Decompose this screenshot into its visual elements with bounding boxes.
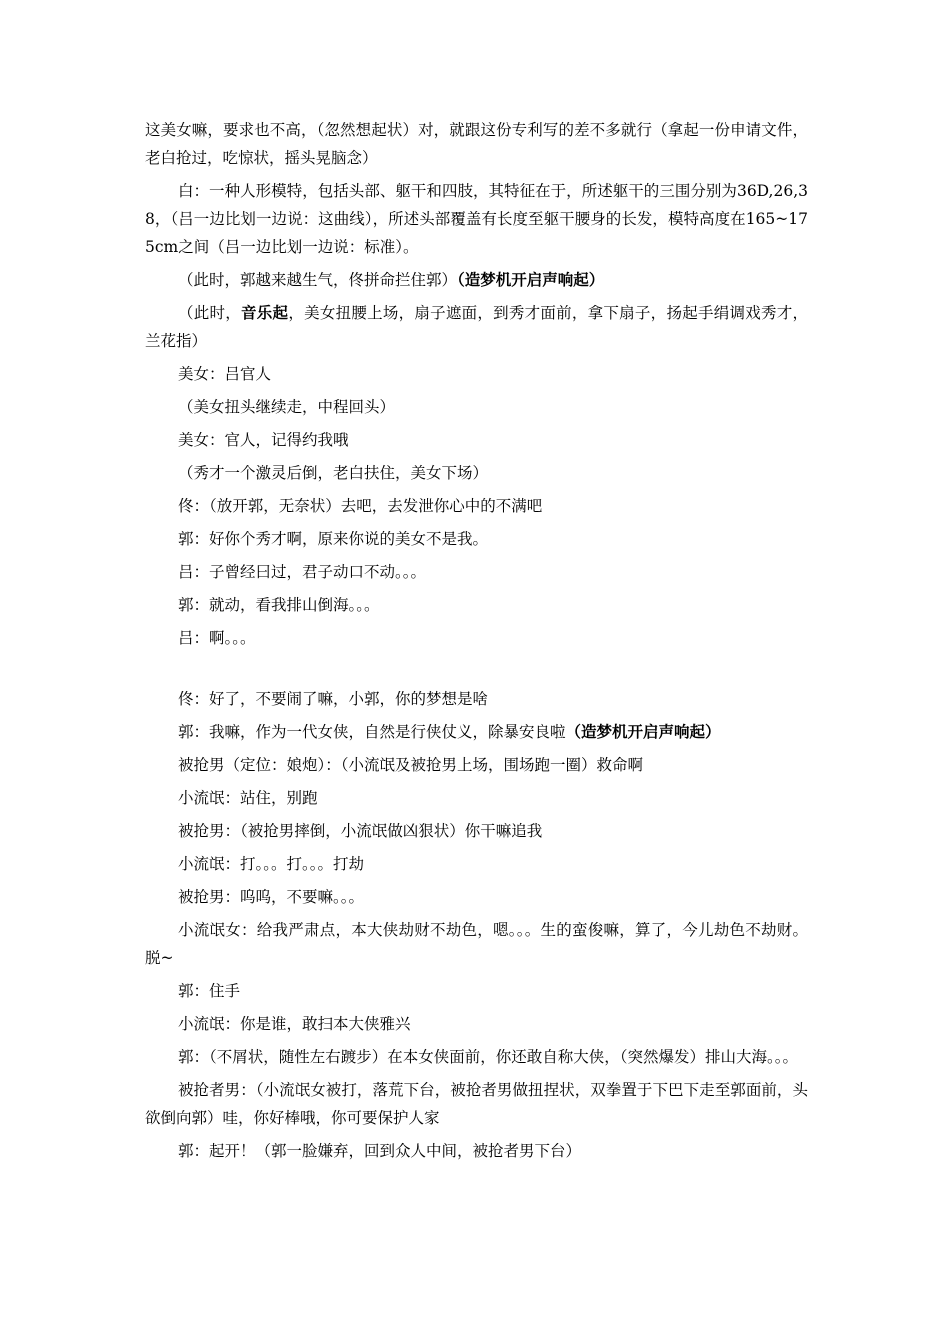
text-run: 郭：起开！（郭一脸嫌弃，回到众人中间，被抢者男下台） xyxy=(178,1142,582,1160)
text-run: 小流氓女：给我严肃点，本大侠劫财不劫色，嗯。。。生的蛮俊嘛，算了，今儿劫色不劫财。脱~ xyxy=(145,921,808,967)
script-paragraph xyxy=(145,525,808,553)
text-run: 被抢者男：（小流氓女被打，落荒下台，被抢者男做扭捏状，双拳置于下巴下走至郭面前，头欲倒向郭）哇，你好棒哦，你可要保护人家 xyxy=(145,1081,808,1127)
bold-stage-cue: （造梦机开启声响起） xyxy=(457,271,605,289)
script-paragraph xyxy=(145,558,808,586)
text-run: （秀才一个激灵后倒，老白扶住，美女下场） xyxy=(178,464,489,482)
script-paragraph xyxy=(145,751,808,779)
text-run: 这美女嘛，要求也不高，（忽然想起状）对，就跟这份专利写的差不多就行（拿起一份申请文件，老白抢过，吃惊状，摇头晃脑念） xyxy=(145,121,808,167)
script-paragraph xyxy=(145,116,808,172)
script-paragraph xyxy=(145,1043,808,1071)
text-run: （此时，郭越来越生气，佟拼命拦住郭） xyxy=(178,271,458,289)
text-run: 美女：官人，记得约我哦 xyxy=(178,431,349,449)
script-paragraph xyxy=(145,299,808,355)
bold-stage-cue: （造梦机开启声响起） xyxy=(565,723,721,741)
text-run: 被抢男：呜呜，不要嘛。。。 xyxy=(178,888,365,906)
text-run: 白：一种人形模特，包括头部、躯干和四肢，其特征在于，所述躯干的三围分别为36D,26,38，（吕一边比划一边说：这曲线），所述头部覆盖有长度至躯干腰身的长发，模特高度在165~175cm之间（吕一边比划一边说：标准）。 xyxy=(145,182,808,256)
script-paragraph xyxy=(145,784,808,812)
text-run: （美女扭头继续走，中程回头） xyxy=(178,398,396,416)
script-paragraph xyxy=(145,426,808,454)
text-run: 郭：（不屑状，随性左右踱步）在本女侠面前，你还敢自称大侠，（突然爆发）排山大海。。。 xyxy=(178,1048,799,1066)
text-run: 郭：我嘛，作为一代女侠，自然是行侠仗义，除暴安良啦 xyxy=(178,723,566,741)
script-paragraph xyxy=(145,360,808,388)
text-run: 佟：好了，不要闹了嘛，小郭，你的梦想是啥 xyxy=(178,690,489,708)
text-run: 佟：（放开郭，无奈状）去吧，去发泄你心中的不满吧 xyxy=(178,497,543,515)
script-paragraph xyxy=(145,685,808,713)
text-run: 小流氓：打。。。打。。。打劫 xyxy=(178,855,365,873)
script-paragraph xyxy=(145,718,808,746)
text-run: 被抢男（定位：娘炮）：（小流氓及被抢男上场，围场跑一圈）救命啊 xyxy=(178,756,644,774)
script-paragraph xyxy=(145,977,808,1005)
script-paragraph xyxy=(145,624,808,652)
script-paragraph xyxy=(145,1010,808,1038)
text-run: 郭：住手 xyxy=(178,982,241,1000)
script-paragraph xyxy=(145,393,808,421)
script-paragraph xyxy=(145,492,808,520)
blank-line xyxy=(145,657,808,685)
script-paragraph xyxy=(145,459,808,487)
script-paragraph xyxy=(145,1137,808,1165)
text-run: 被抢男：（被抢男摔倒，小流氓做凶狠状）你干嘛追我 xyxy=(178,822,543,840)
text-run: 小流氓：你是谁，敢扫本大侠雅兴 xyxy=(178,1015,411,1033)
script-paragraph xyxy=(145,591,808,619)
text-run: 郭：就动，看我排山倒海。。。 xyxy=(178,596,380,614)
script-paragraph xyxy=(145,1076,808,1132)
text-run: ，美女扭腰上场，扇子遮面，到秀才面前，拿下扇子，扬起手绢调戏秀才，兰花指） xyxy=(145,304,808,350)
bold-stage-cue: 音乐起 xyxy=(241,304,289,322)
document-page xyxy=(145,116,808,1170)
text-run: 郭：好你个秀才啊，原来你说的美女不是我。 xyxy=(178,530,489,548)
script-paragraph xyxy=(145,266,808,294)
text-run: 吕：啊。。。 xyxy=(178,629,256,647)
script-paragraph xyxy=(145,177,808,261)
text-run: 小流氓：站住，别跑 xyxy=(178,789,318,807)
script-paragraph xyxy=(145,916,808,972)
text-run: 吕：子曾经曰过，君子动口不动。。。 xyxy=(178,563,427,581)
text-run: 美女：吕官人 xyxy=(178,365,272,383)
script-paragraph xyxy=(145,817,808,845)
text-run: （此时， xyxy=(178,304,242,322)
script-paragraph xyxy=(145,883,808,911)
script-paragraph xyxy=(145,850,808,878)
